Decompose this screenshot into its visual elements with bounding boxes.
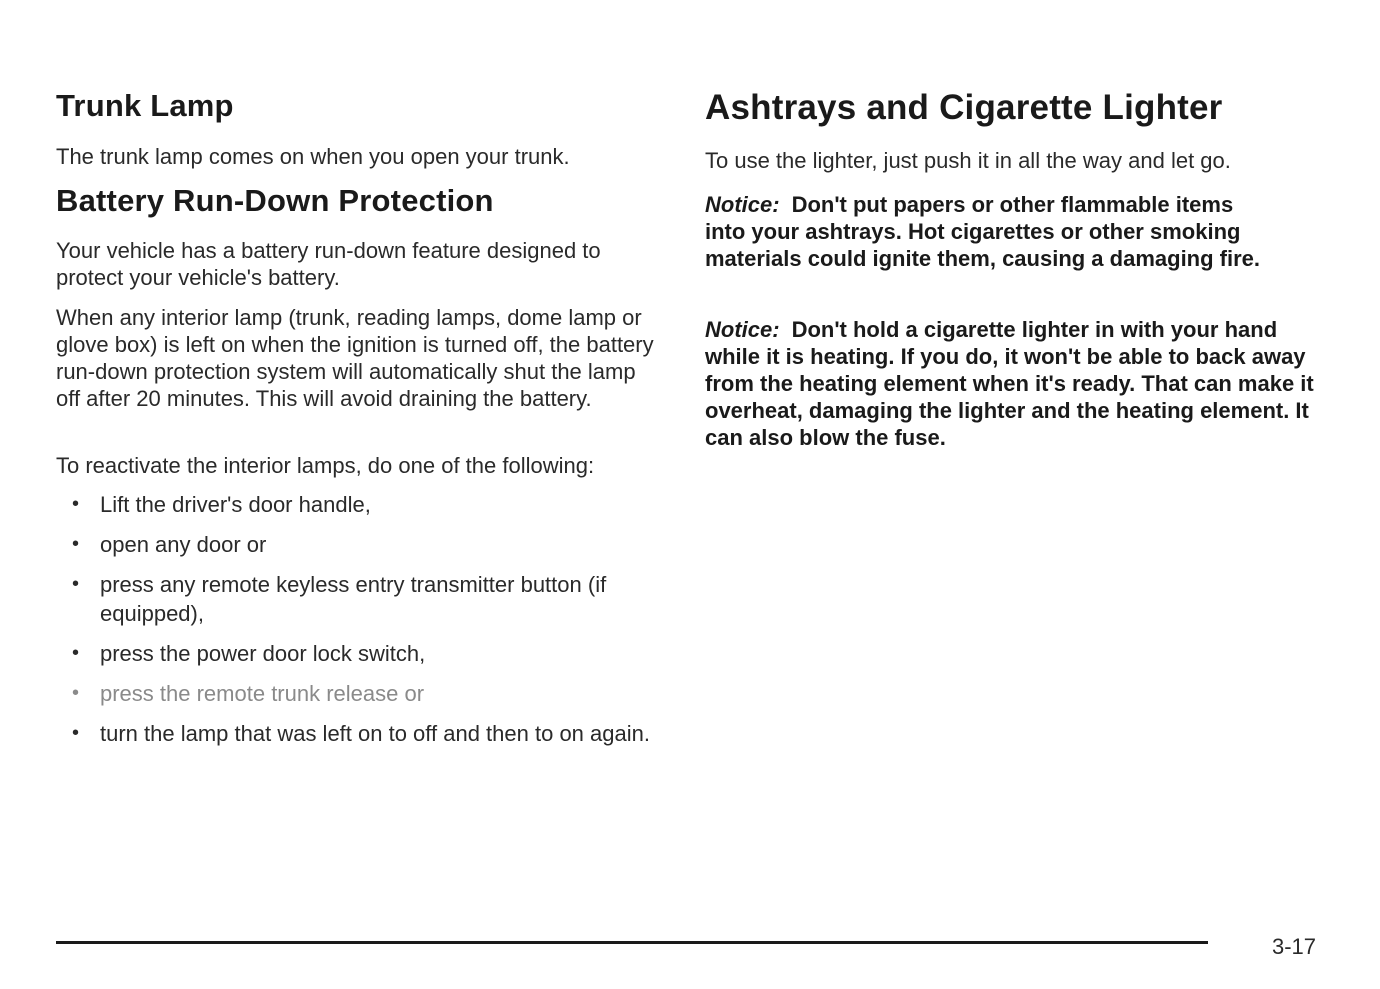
reactivate-list: [56, 490, 656, 759]
list-item: [56, 719, 656, 748]
bullet-icon: •: [72, 722, 80, 744]
list-item-text: open any door or: [100, 532, 267, 557]
list-item-text: press the remote trunk release or: [100, 681, 425, 706]
list-item: [56, 639, 656, 668]
list-item-text: press the power door lock switch,: [100, 641, 426, 666]
battery-paragraph-1: Your vehicle has a battery run-down feature designed to protect your vehicle's battery.: [56, 238, 601, 290]
lighter-intro: To use the lighter, just push it in all the way and let go.: [705, 148, 1231, 173]
list-item: [56, 679, 656, 708]
trunk-lamp-text: The trunk lamp comes on when you open your trunk.: [56, 144, 570, 169]
notice-label: Notice:: [705, 192, 780, 217]
ashtrays-heading: Ashtrays and Cigarette Lighter: [705, 88, 1223, 127]
bullet-icon: •: [72, 573, 80, 595]
list-item-text: Lift the driver's door handle,: [100, 492, 371, 517]
bullet-icon: •: [72, 533, 80, 555]
battery-paragraph-2: When any interior lamp (trunk, reading lamps, dome lamp or glove box) is left on when the ignition is turned off, the battery run-down protection system will automatically shut the lamp off after 20 minutes. This will avoid draining the battery.: [56, 305, 654, 411]
bullet-icon: •: [72, 682, 80, 704]
footer-rule: [56, 941, 1208, 944]
list-item: [56, 490, 656, 519]
notice-label: Notice:: [705, 317, 780, 342]
list-item: [56, 570, 656, 628]
notice-lighter: [705, 316, 1325, 451]
notice-flammable: [705, 191, 1275, 272]
bullet-icon: •: [72, 642, 80, 664]
notice-text: Don't put papers or other flammable items into your ashtrays. Hot cigarettes or other smoking materials could ignite them, causing a damaging fire.: [705, 192, 1261, 271]
battery-heading: Battery Run-Down Protection: [56, 183, 494, 218]
list-item-text: turn the lamp that was left on to off and then to on again.: [100, 721, 650, 746]
trunk-lamp-heading: Trunk Lamp: [56, 88, 234, 123]
list-item-text: press any remote keyless entry transmitter button (if equipped),: [100, 572, 607, 626]
notice-text: Don't hold a cigarette lighter in with your hand while it is heating. If you do, it won't be able to back away from the heating element when it's ready. That can make it overheat, damaging the lighter and the heating element. It can also blow the fuse.: [705, 317, 1314, 450]
list-item: [56, 530, 656, 559]
bullet-icon: •: [72, 493, 80, 515]
page-number: 3-17: [1272, 934, 1317, 959]
battery-paragraph-3: To reactivate the interior lamps, do one of the following:: [56, 453, 595, 478]
